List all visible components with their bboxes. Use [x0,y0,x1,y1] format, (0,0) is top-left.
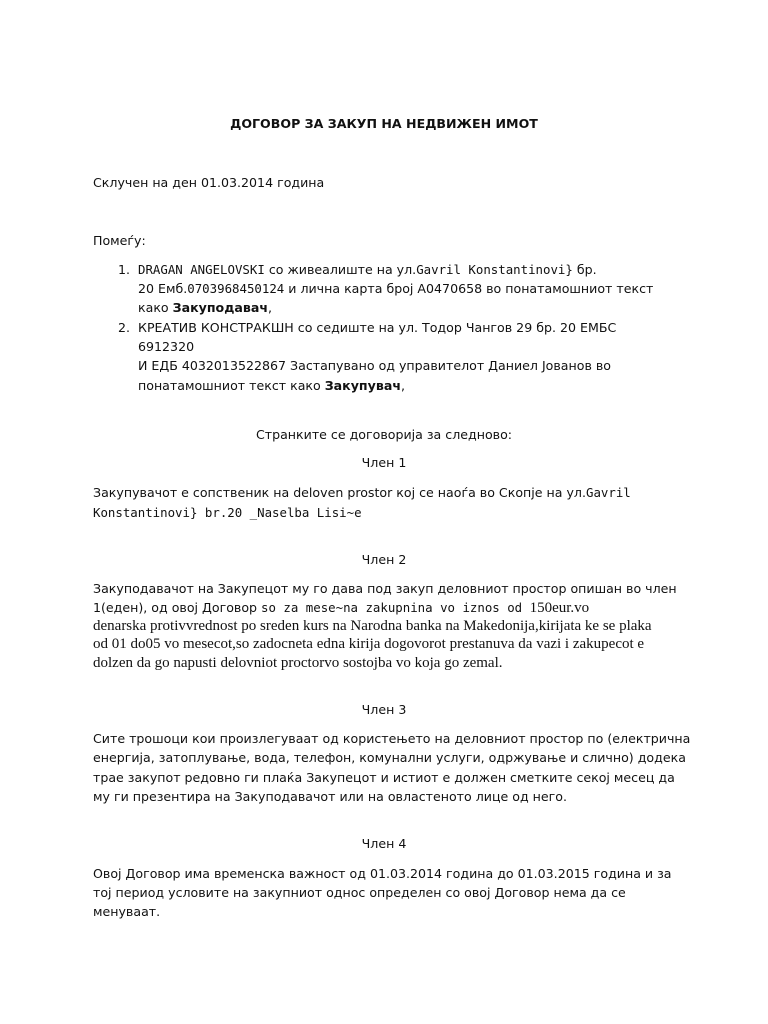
party-1-id-text: и лична карта број А0470658 во понатамошниот текст [284,281,654,296]
party-2-line-3: И ЕДБ 4032013522867 Застапувано од управителот Даниел Јованов во [138,358,611,373]
party-1-line-3 [138,300,272,315]
party-2-role: Закупувач [324,378,401,393]
party-1-line-1 [138,262,597,277]
article-4-line-3: менуваат. [93,904,161,919]
party-1-role: Закуподавач [172,300,268,315]
article-3-line-3: трае закупот редовно ги плаќа Закупецот и истиот е должен сметките секој месец да [93,770,675,785]
party-2-comma: , [400,378,405,393]
agreed-line: Странките се договорија за следново: [255,427,513,442]
party-1-name: DRAGAN ANGELOVSKI [138,262,265,277]
article-2-line-5: dolzen da go napusti delovniot proctorvo sostojba vo koja go zemal. [93,655,503,671]
article-2-heading: Член 2 [361,552,407,567]
party-2-number: 2. [118,320,131,335]
article-1-street: Gavril [585,485,631,500]
article-3-line-1: Сите трошоци кои произлегуваат од користењето на деловниот простор по (електрична [93,731,691,746]
article-4-heading: Член 4 [361,836,407,851]
between-label: Помеѓу: [93,233,146,248]
article-2-line-2 [93,600,589,617]
document-title: ДОГОВОР ЗА ЗАКУП НА НЕДВИЖЕН ИМОТ [230,116,538,131]
concluded-date-line: Склучен на ден 01.03.2014 година [93,175,325,190]
party-1-comma: , [267,300,272,315]
article-2-line-4: od 01 do05 vo mesecot,so zadocneta edna kirija dogovorot prestanuva da vazi i zakupecot e [93,636,645,652]
article-3-heading: Член 3 [361,702,407,717]
party-1-residence-text: со живеалиште на ул. [264,262,417,277]
article-2-amount: 150eur.vo [529,600,590,616]
article-2-line-1: Закуподавачот на Закупецот му го дава под закуп деловниот простор опишан во член [93,581,677,596]
article-3-line-2: енергија, затоплување, вода, телефон, комунални услуги, одржување и слично) додека [93,750,686,765]
party-1-as-text: како [138,300,173,315]
party-1-number-label: бр. [572,262,597,277]
article-4-line-1: Овој Договор има временска важност од 01.03.2014 година до 01.03.2015 година и за [93,866,672,881]
party-1-line-2 [138,281,653,296]
article-4-line-2: тој период условите на закупниот однос определен со овој Договор нема да се [93,885,626,900]
article-2-intro: 1(еден), од овој Договор [93,600,262,615]
party-2-line-4 [138,378,405,393]
party-1-emb: 0703968450124 [187,281,285,296]
article-1-line-2: Konstantinovi} br.20 _Naselba Lisi~e [93,505,362,520]
article-2-line-3: denarska protivvrednost po sreden kurs na Narodna banka na Makedonija,kirijata ke se plaka [93,618,652,634]
article-1-line-1 [93,485,631,500]
party-1-number: 1. [118,262,131,277]
party-2-line-1: КРЕАТИВ КОНСТРАКШН со седиште на ул. Тодор Чангов 29 бр. 20 ЕМБС [138,320,617,335]
party-2-line-2: 6912320 [138,339,195,354]
party-1-emb-label: 20 Емб. [138,281,188,296]
article-2-rent-text: so za mese~na zakupnina vo iznos od [261,600,530,615]
party-2-as-text: понатамошниот текст како [138,378,325,393]
article-3-line-4: му ги презентира на Закуподавачот или на овластеното лице од него. [93,789,567,804]
article-1-heading: Член 1 [361,455,407,470]
article-1-text: Закупувачот е сопственик на deloven prostor кој се наоѓа во Скопје на ул. [93,485,586,500]
party-1-street: Gavril Konstantinovi} [416,262,573,277]
